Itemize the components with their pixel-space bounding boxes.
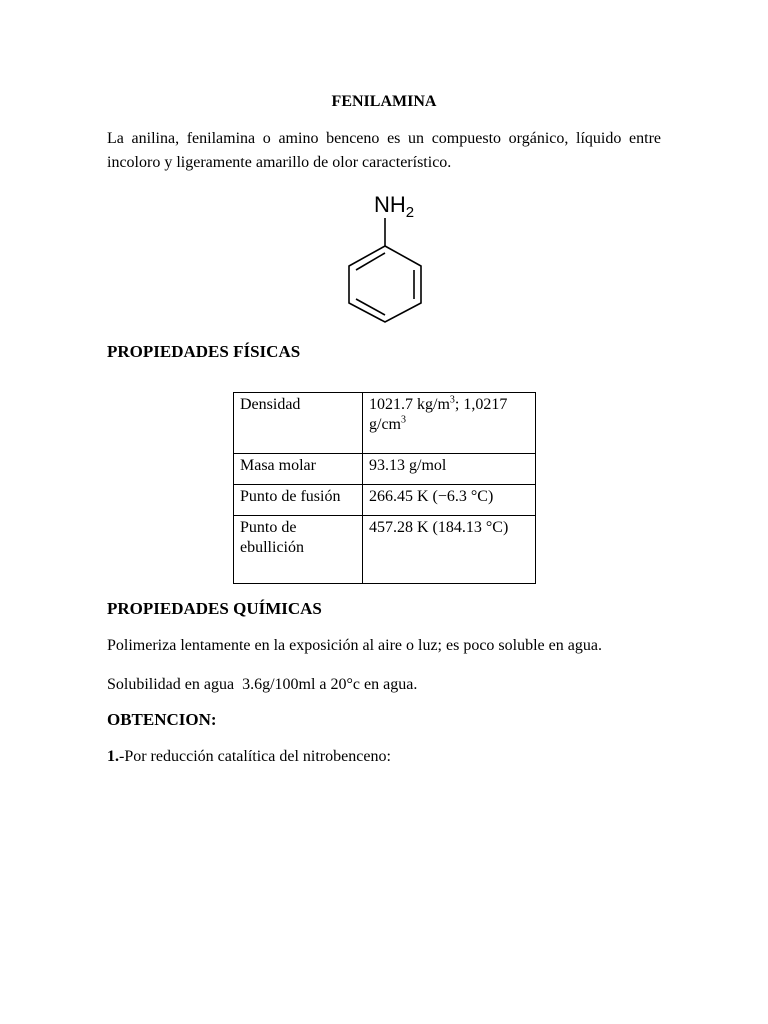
property-label: Punto de ebullición (234, 516, 363, 584)
benzene-ring (349, 246, 421, 322)
property-value: 93.13 g/mol (363, 454, 536, 485)
chemical-paragraph-1: Polimeriza lentamente en la exposición al aire o luz; es poco soluble en agua. (107, 637, 602, 654)
property-label: Masa molar (234, 454, 363, 485)
table-row (234, 485, 536, 516)
chemical-properties-heading: PROPIEDADES QUÍMICAS (107, 599, 322, 618)
property-label: Densidad (234, 393, 363, 454)
item-number: 1. (107, 748, 119, 765)
aniline-structure-diagram (330, 188, 440, 328)
physical-properties-table (233, 392, 536, 584)
double-bond-3 (356, 253, 385, 270)
item-text: -Por reducción catalítica del nitrobenceno: (119, 748, 391, 765)
table-row (234, 516, 536, 584)
amine-group-label: $NH_2$ (374, 192, 415, 221)
intro-paragraph: La anilina, fenilamina o amino benceno es un compuesto orgánico, líquido entre incoloro y ligeramente amarillo de olor característico. (107, 130, 661, 171)
document-title: FENILAMINA (331, 93, 437, 110)
property-label: Punto de fusión (234, 485, 363, 516)
chemical-paragraph-2: Solubilidad en agua 3.6g/100ml a 20°c en agua. (107, 676, 418, 693)
property-value: 1021.7 $kg/m^3$; 1,0217 $g/cm^3$ (363, 393, 536, 454)
obtention-heading: OBTENCION: (107, 710, 217, 729)
double-bond-2 (356, 299, 385, 315)
property-value: 266.45 K (−6.3 °C) (363, 485, 536, 516)
obtention-item-1 (107, 747, 391, 767)
property-value: 457.28 K (184.13 °C) (363, 516, 536, 584)
physical-properties-heading: PROPIEDADES FÍSICAS (107, 342, 301, 361)
table-row (234, 393, 536, 454)
table-row (234, 454, 536, 485)
